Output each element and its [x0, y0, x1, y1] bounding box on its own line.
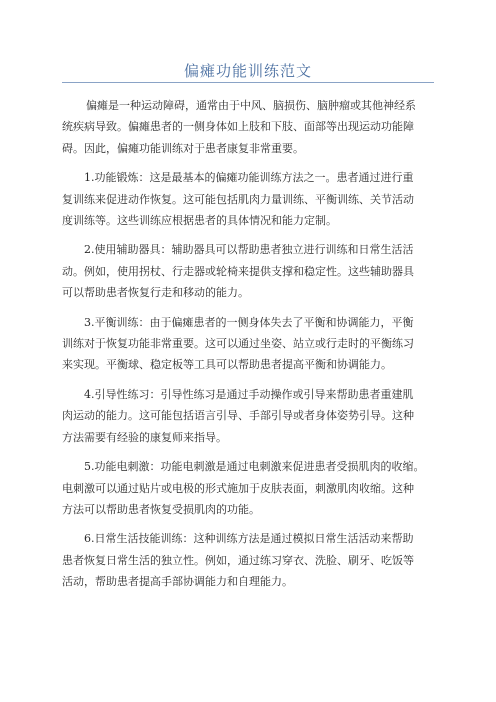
paragraph-line: 肉运动的能力。这可能包括语言引导、手部引导或者身体姿势引导。这种 — [62, 409, 414, 423]
document-body — [62, 95, 442, 601]
paragraph-item-3 — [62, 312, 442, 376]
paragraph-line: 4.引导性练习：引导性练习是通过手动操作或引导来帮助患者重建肌 — [84, 387, 414, 401]
paragraph-line: 来实现。平衡球、稳定板等工具可以帮助患者提高平衡和协调能力。 — [62, 358, 392, 372]
paragraph-line: 活动，帮助患者提高手部协调能力和自理能力。 — [62, 575, 293, 589]
paragraph-intro — [62, 95, 442, 159]
paragraph-item-6 — [62, 528, 442, 592]
paragraph-line: 1.功能锻炼：这是最基本的偏瘫功能训练方法之一。患者通过进行重 — [84, 171, 414, 185]
paragraph-line: 患者恢复日常生活的独立性。例如，通过练习穿衣、洗脸、刷牙、吃饭等 — [62, 553, 414, 567]
paragraph-line: 度训练等。这些训练应根据患者的具体情况和能力定制。 — [62, 214, 337, 228]
title-divider — [62, 82, 434, 83]
paragraph-line: 5.功能电刺激：功能电刺激是通过电刺激来促进患者受损肌肉的收缩。 — [84, 460, 425, 474]
paragraph-line: 复训练来促进动作恢复。这可能包括肌肉力量训练、平衡训练、关节活动 — [62, 192, 414, 206]
paragraph-item-5 — [62, 456, 442, 520]
paragraph-line: 3.平衡训练：由于偏瘫患者的一侧身体失去了平衡和协调能力，平衡 — [84, 315, 414, 329]
document-title: 偏瘫功能训练范文 — [183, 62, 312, 80]
paragraph-line: 碍。因此，偏瘫功能训练对于患者康复非常重要。 — [62, 141, 304, 155]
paragraph-line: 2.使用辅助器具：辅助器具可以帮助患者独立进行训练和日常生活活 — [84, 243, 414, 257]
paragraph-line: 偏瘫是一种运动障碍，通常由于中风、脑损伤、脑肿瘤或其他神经系 — [86, 99, 416, 112]
paragraph-line: 电刺激可以通过贴片或电极的形式施加于皮肤表面，刺激肌肉收缩。这种 — [62, 481, 414, 495]
paragraph-item-2 — [62, 239, 442, 303]
paragraph-line: 方法可以帮助患者恢复受损肌肉的功能。 — [62, 502, 260, 516]
paragraph-line: 训练对于恢复功能非常重要。这可以通过坐姿、站立或行走时的平衡练习 — [62, 337, 414, 351]
paragraph-line: 6.日常生活技能训练：这种训练方法是通过模拟日常生活活动来帮助 — [84, 532, 414, 546]
paragraph-line: 统疾病导致。偏瘫患者的一侧身体如上肢和下肢、面部等出现运动功能障 — [62, 120, 414, 134]
paragraph-line: 方法需要有经验的康复师来指导。 — [62, 430, 227, 444]
paragraph-item-1 — [62, 167, 442, 231]
paragraph-item-4 — [62, 384, 442, 448]
paragraph-line: 可以帮助患者恢复行走和移动的能力。 — [62, 286, 249, 300]
paragraph-line: 动。例如，使用拐杖、行走器或轮椅来提供支撑和稳定性。这些辅助器具 — [62, 264, 414, 278]
